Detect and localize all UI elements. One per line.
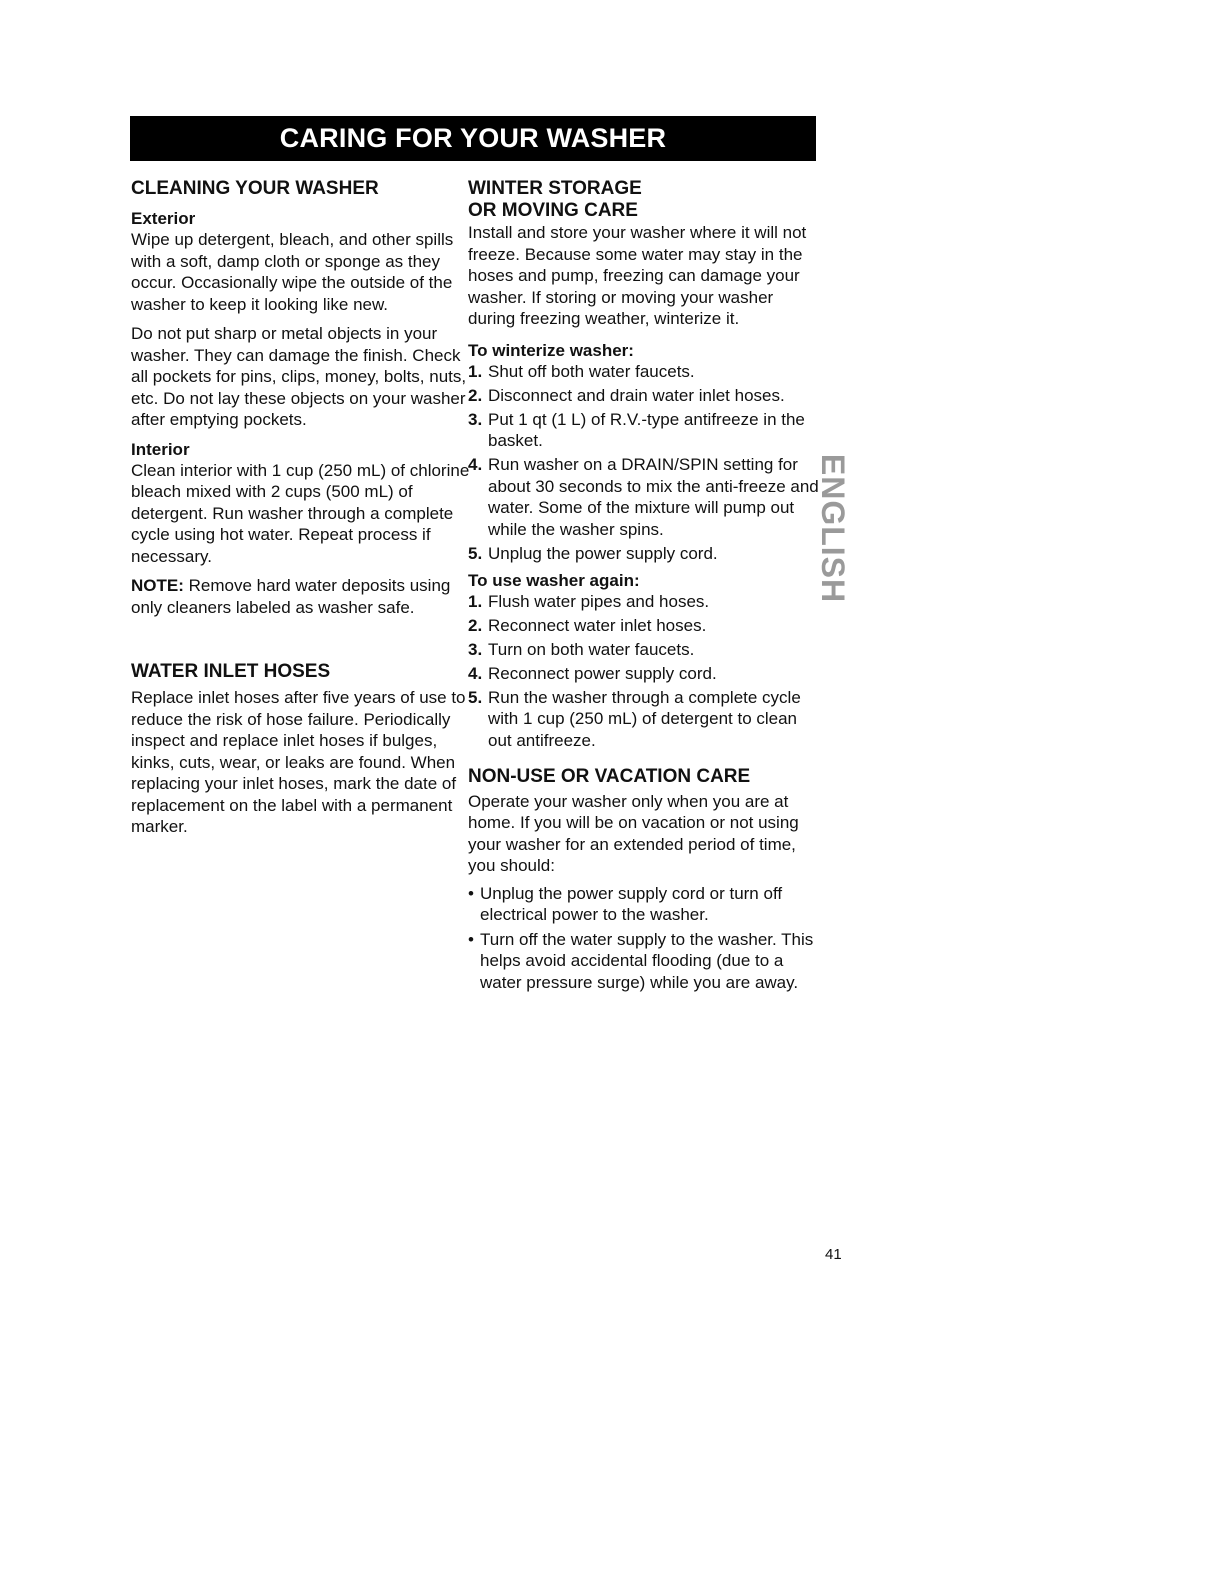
bullet-icon: • xyxy=(468,883,474,903)
exterior-paragraph-1: Wipe up detergent, bleach, and other spills with a soft, damp cloth or sponge as they occur. Occasionally wipe the outside of the washer to keep it looking like new. xyxy=(131,230,454,314)
step-text: Run washer on a DRAIN/SPIN setting for about 30 seconds to mix the anti-freeze and water. Some of the mixture will pump out while the washer spins. xyxy=(488,455,819,539)
cleaning-heading: CLEANING YOUR WASHER xyxy=(131,178,379,199)
step-number: 5. xyxy=(468,543,483,563)
interior-paragraph: Clean interior with 1 cup (250 mL) of chlorine bleach mixed with 2 cups (500 mL) of detergent. Run washer through a complete cycle using hot water. Repeat process if necessary. xyxy=(131,460,470,566)
list-item xyxy=(468,615,820,637)
winter-intro: Install and store your washer where it will not freeze. Because some water may stay in the hoses and pump, freezing can damage your washer. If storing or moving your washer during freezing weather, winterize it. xyxy=(468,223,807,328)
reuse-subheading: To use washer again: xyxy=(468,570,640,590)
list-item xyxy=(468,385,820,407)
step-number: 2. xyxy=(468,385,483,405)
exterior-subheading: Exterior xyxy=(131,209,196,228)
reuse-steps-list xyxy=(468,591,820,752)
list-item xyxy=(468,639,820,661)
list-item xyxy=(468,361,820,383)
winter-heading-line-1: WINTER STORAGE xyxy=(468,178,642,199)
right-column xyxy=(468,178,820,996)
winterize-subheading: To winterize washer: xyxy=(468,340,634,360)
step-number: 4. xyxy=(468,455,483,474)
step-text: Run the washer through a complete cycle with 1 cup (250 mL) of detergent to clean out antifreeze. xyxy=(488,687,801,750)
list-item xyxy=(468,687,820,752)
list-item xyxy=(468,543,820,565)
step-text: Flush water pipes and hoses. xyxy=(488,591,710,611)
list-item xyxy=(468,591,820,613)
step-text: Reconnect water inlet hoses. xyxy=(488,615,707,635)
step-number: 2. xyxy=(468,615,483,635)
language-side-tab xyxy=(815,441,852,616)
hoses-heading: WATER INLET HOSES xyxy=(131,661,331,682)
language-label: ENGLISH xyxy=(815,453,852,604)
bullet-icon: • xyxy=(468,929,474,949)
exterior-paragraph-2: Do not put sharp or metal objects in your washer. They can damage the finish. Check all pockets for pins, clips, money, bolts, nuts, etc. Do not lay these objects on your washer after emptying pockets. xyxy=(131,324,467,429)
step-number: 1. xyxy=(468,361,483,381)
step-number: 5. xyxy=(468,687,483,707)
step-number: 3. xyxy=(468,409,483,429)
step-text: Shut off both water faucets. xyxy=(488,361,695,381)
step-number: 4. xyxy=(468,663,483,683)
step-number: 1. xyxy=(468,591,483,611)
hoses-paragraph: Replace inlet hoses after five years of use to reduce the risk of hose failure. Periodically inspect and replace inlet hoses if bulges, kinks, cuts, wear, or leaks are found. When replacing your inlet hoses, mark the date of replacement on the label with a permanent marker. xyxy=(131,688,466,836)
note-paragraph xyxy=(131,575,471,618)
interior-subheading: Interior xyxy=(131,439,190,459)
page-number: 41 xyxy=(825,1246,842,1263)
list-item xyxy=(468,454,820,540)
page-title: CARING FOR YOUR WASHER xyxy=(279,123,667,153)
step-text: Turn on both water faucets. xyxy=(488,639,695,659)
list-item xyxy=(468,883,820,926)
page-title-banner xyxy=(130,116,816,161)
note-text: Remove hard water deposits using only cleaners labeled as washer safe. xyxy=(131,576,451,617)
bullet-text: Turn off the water supply to the washer. This helps avoid accidental flooding (due to a water pressure surge) while you are away. xyxy=(480,929,814,992)
list-item xyxy=(468,929,820,994)
list-item xyxy=(468,409,820,452)
note-label: NOTE: xyxy=(131,576,184,595)
vacation-bullets-list xyxy=(468,883,820,994)
list-item xyxy=(468,663,820,685)
step-text: Put 1 qt (1 L) of R.V.-type antifreeze in the basket. xyxy=(488,409,805,450)
step-number: 3. xyxy=(468,639,483,659)
bullet-text: Unplug the power supply cord or turn off electrical power to the washer. xyxy=(480,883,783,924)
step-text: Reconnect power supply cord. xyxy=(488,663,717,683)
step-text: Disconnect and drain water inlet hoses. xyxy=(488,385,785,405)
vacation-intro: Operate your washer only when you are at home. If you will be on vacation or not using your washer for an extended period of time, you should: xyxy=(468,791,799,875)
winterize-steps-list xyxy=(468,361,820,565)
step-text: Unplug the power supply cord. xyxy=(488,543,718,563)
vacation-heading: NON-USE OR VACATION CARE xyxy=(468,765,751,787)
left-column xyxy=(131,178,471,838)
winter-heading-line-2: OR MOVING CARE xyxy=(468,200,638,221)
